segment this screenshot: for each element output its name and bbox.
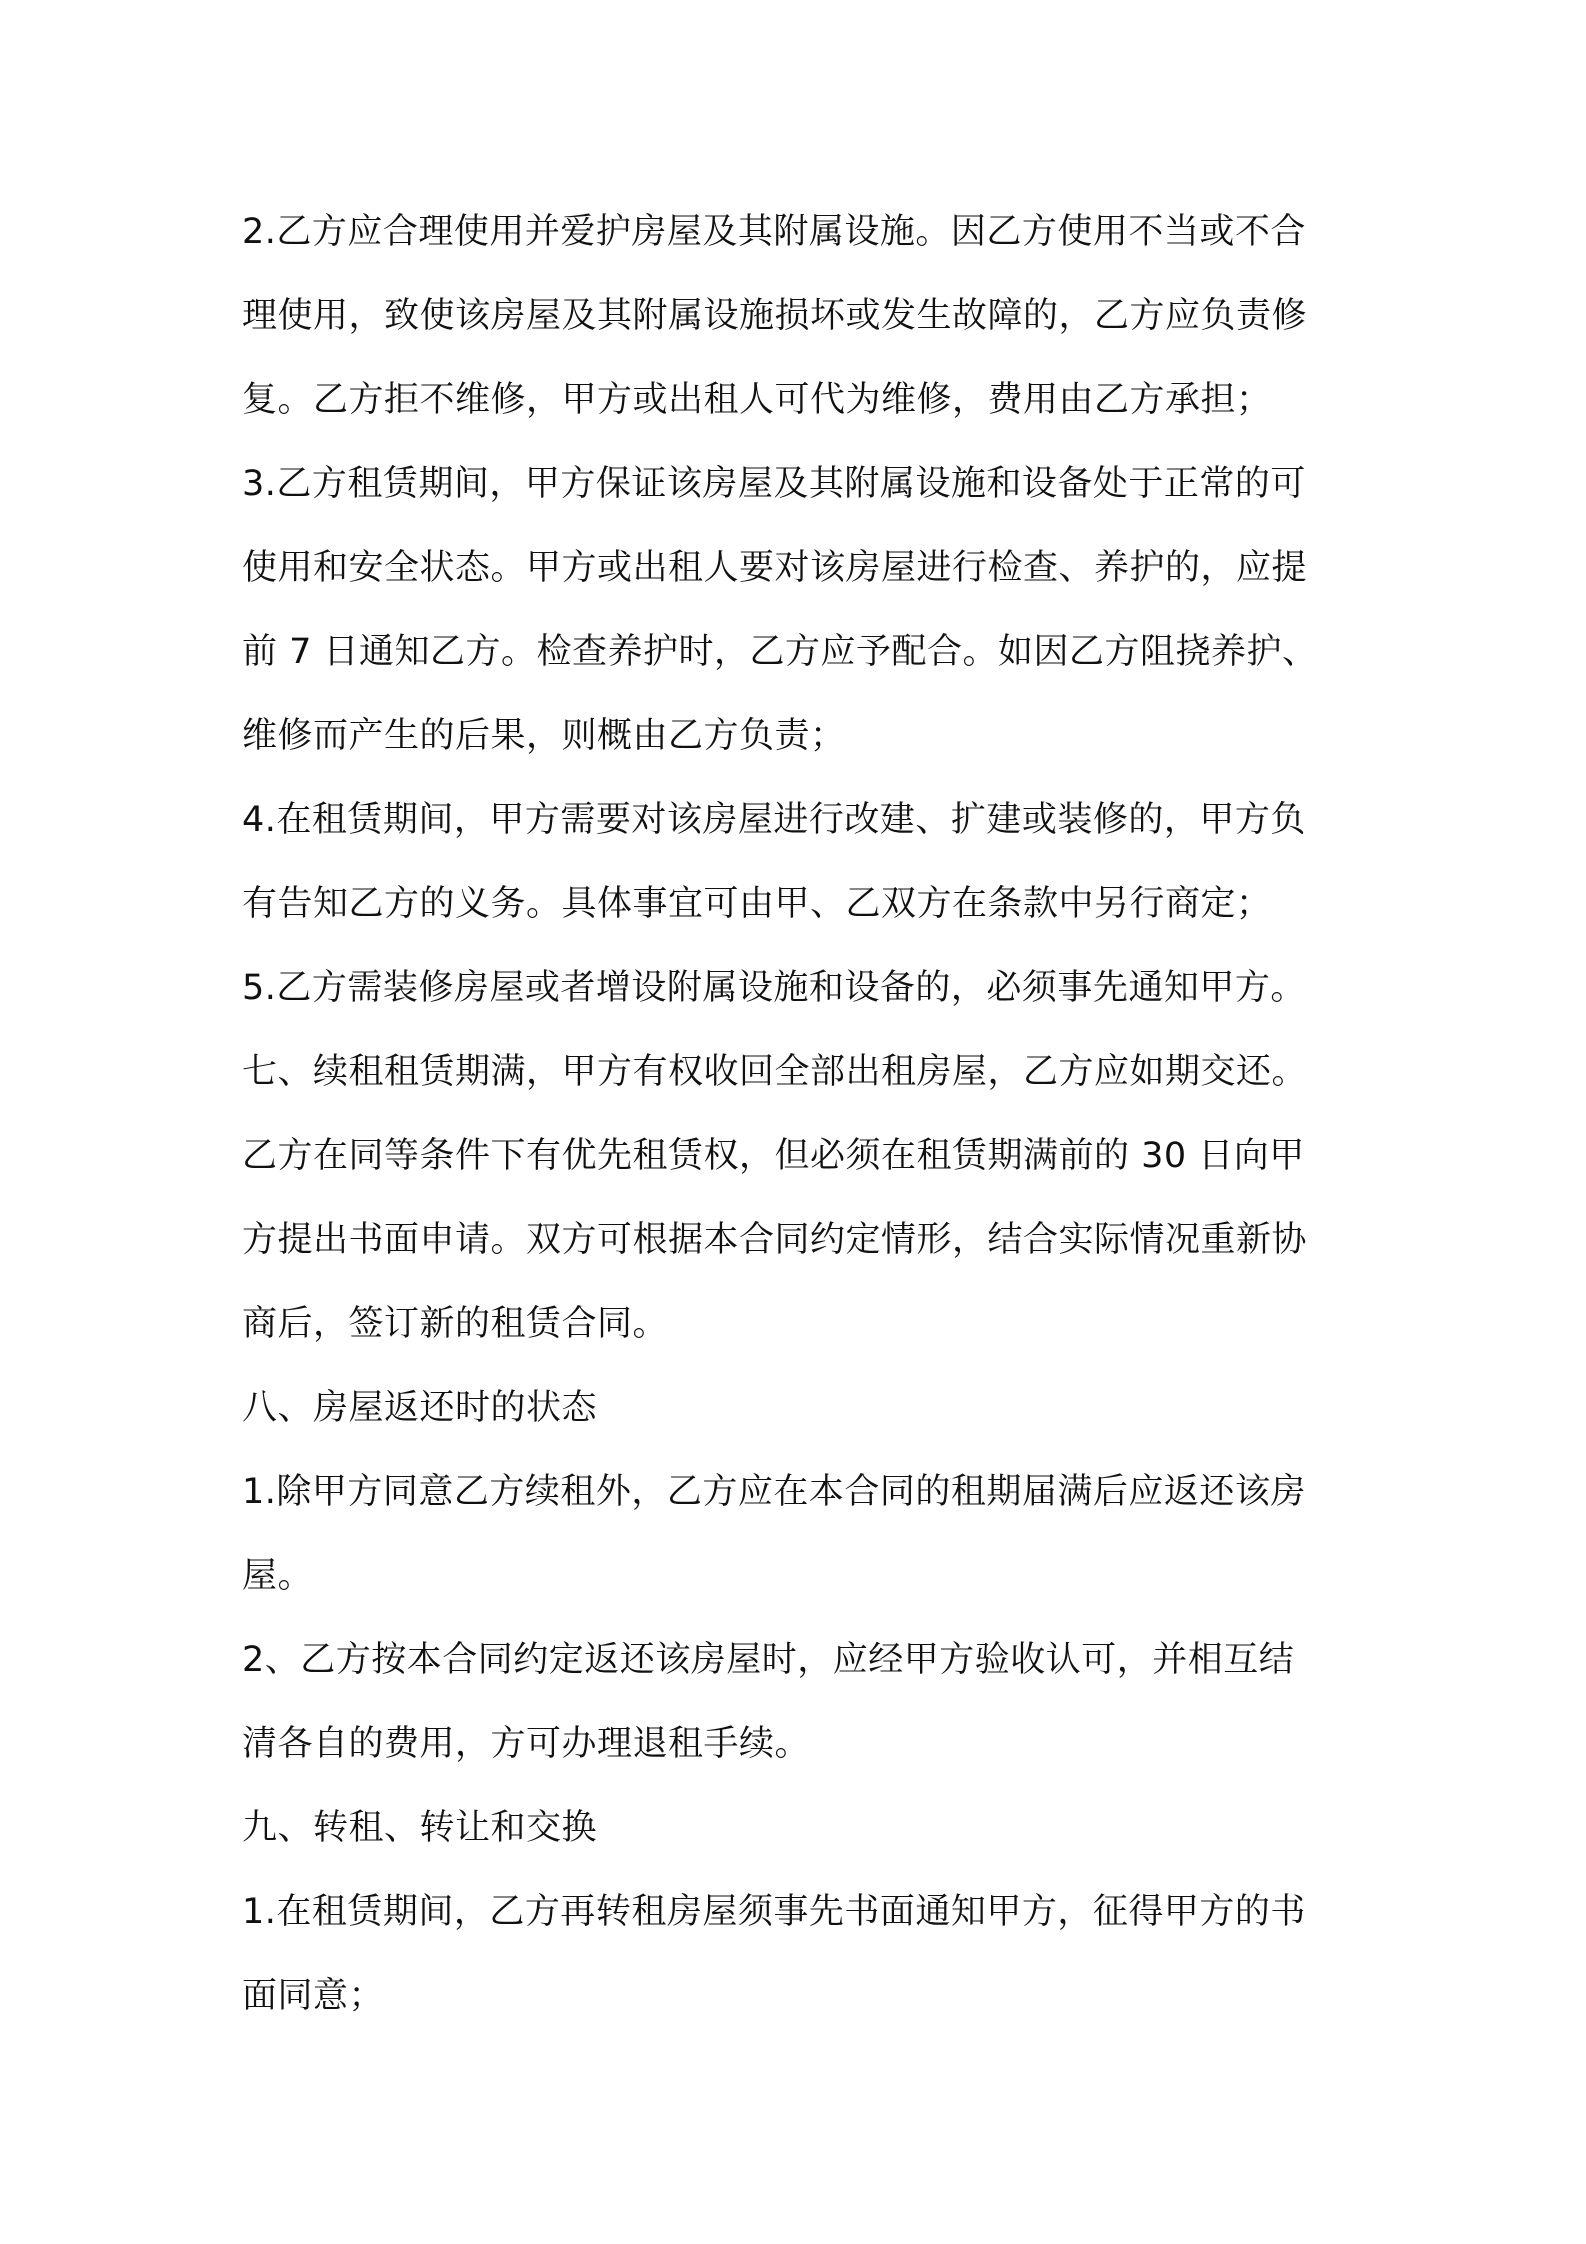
- text-line: 4.在租赁期间，甲方需要对该房屋进行改建、扩建或装修的，甲方负: [242, 800, 1306, 840]
- text-line: 有告知乙方的义务。具体事宜可由甲、乙双方在条款中另行商定；: [242, 884, 1272, 924]
- section-heading-line: 八、房屋返还时的状态: [242, 1388, 598, 1428]
- text-line: 3.乙方租赁期间，甲方保证该房屋及其附属设施和设备处于正常的可: [242, 464, 1306, 504]
- text-line: 乙方在同等条件下有优先租赁权，但必须在租赁期满前的 30 日向甲: [242, 1136, 1305, 1176]
- text-line: 1.在租赁期间，乙方再转租房屋须事先书面通知甲方，征得甲方的书: [242, 1892, 1306, 1932]
- text-line: 2.乙方应合理使用并爱护房屋及其附属设施。因乙方使用不当或不合: [242, 212, 1306, 252]
- document-body: [242, 190, 1362, 2038]
- text-line: 商后，签订新的租赁合同。: [242, 1304, 669, 1344]
- text-line: 清各自的费用，方可办理退租手续。: [242, 1724, 811, 1764]
- section-heading-line: 九、转租、转让和交换: [242, 1808, 598, 1848]
- text-line: 面同意；: [242, 1976, 385, 2016]
- section-heading-line: 七、续租租赁期满，甲方有权收回全部出租房屋，乙方应如期交还。: [242, 1052, 1308, 1092]
- text-line: 维修而产生的后果，则概由乙方负责；: [242, 716, 846, 756]
- text-line: 2、乙方按本合同约定返还该房屋时，应经甲方验收认可，并相互结: [242, 1640, 1295, 1680]
- text-line: 5.乙方需装修房屋或者增设附属设施和设备的，必须事先通知甲方。: [242, 968, 1306, 1008]
- text-line: 1.除甲方同意乙方续租外，乙方应在本合同的租期届满后应返还该房: [242, 1472, 1306, 1512]
- text-line: 使用和安全状态。甲方或出租人要对该房屋进行检查、养护的，应提: [242, 548, 1308, 588]
- text-line: 复。乙方拒不维修，甲方或出租人可代为维修，费用由乙方承担；: [242, 380, 1272, 420]
- text-line: 理使用，致使该房屋及其附属设施损坏或发生故障的，乙方应负责修: [242, 296, 1308, 336]
- text-line: 方提出书面申请。双方可根据本合同约定情形，结合实际情况重新协: [242, 1220, 1308, 1260]
- text-line: 前 7 日通知乙方。检查养护时，乙方应予配合。如因乙方阻挠养护、: [242, 632, 1318, 672]
- text-line: 屋。: [242, 1556, 314, 1596]
